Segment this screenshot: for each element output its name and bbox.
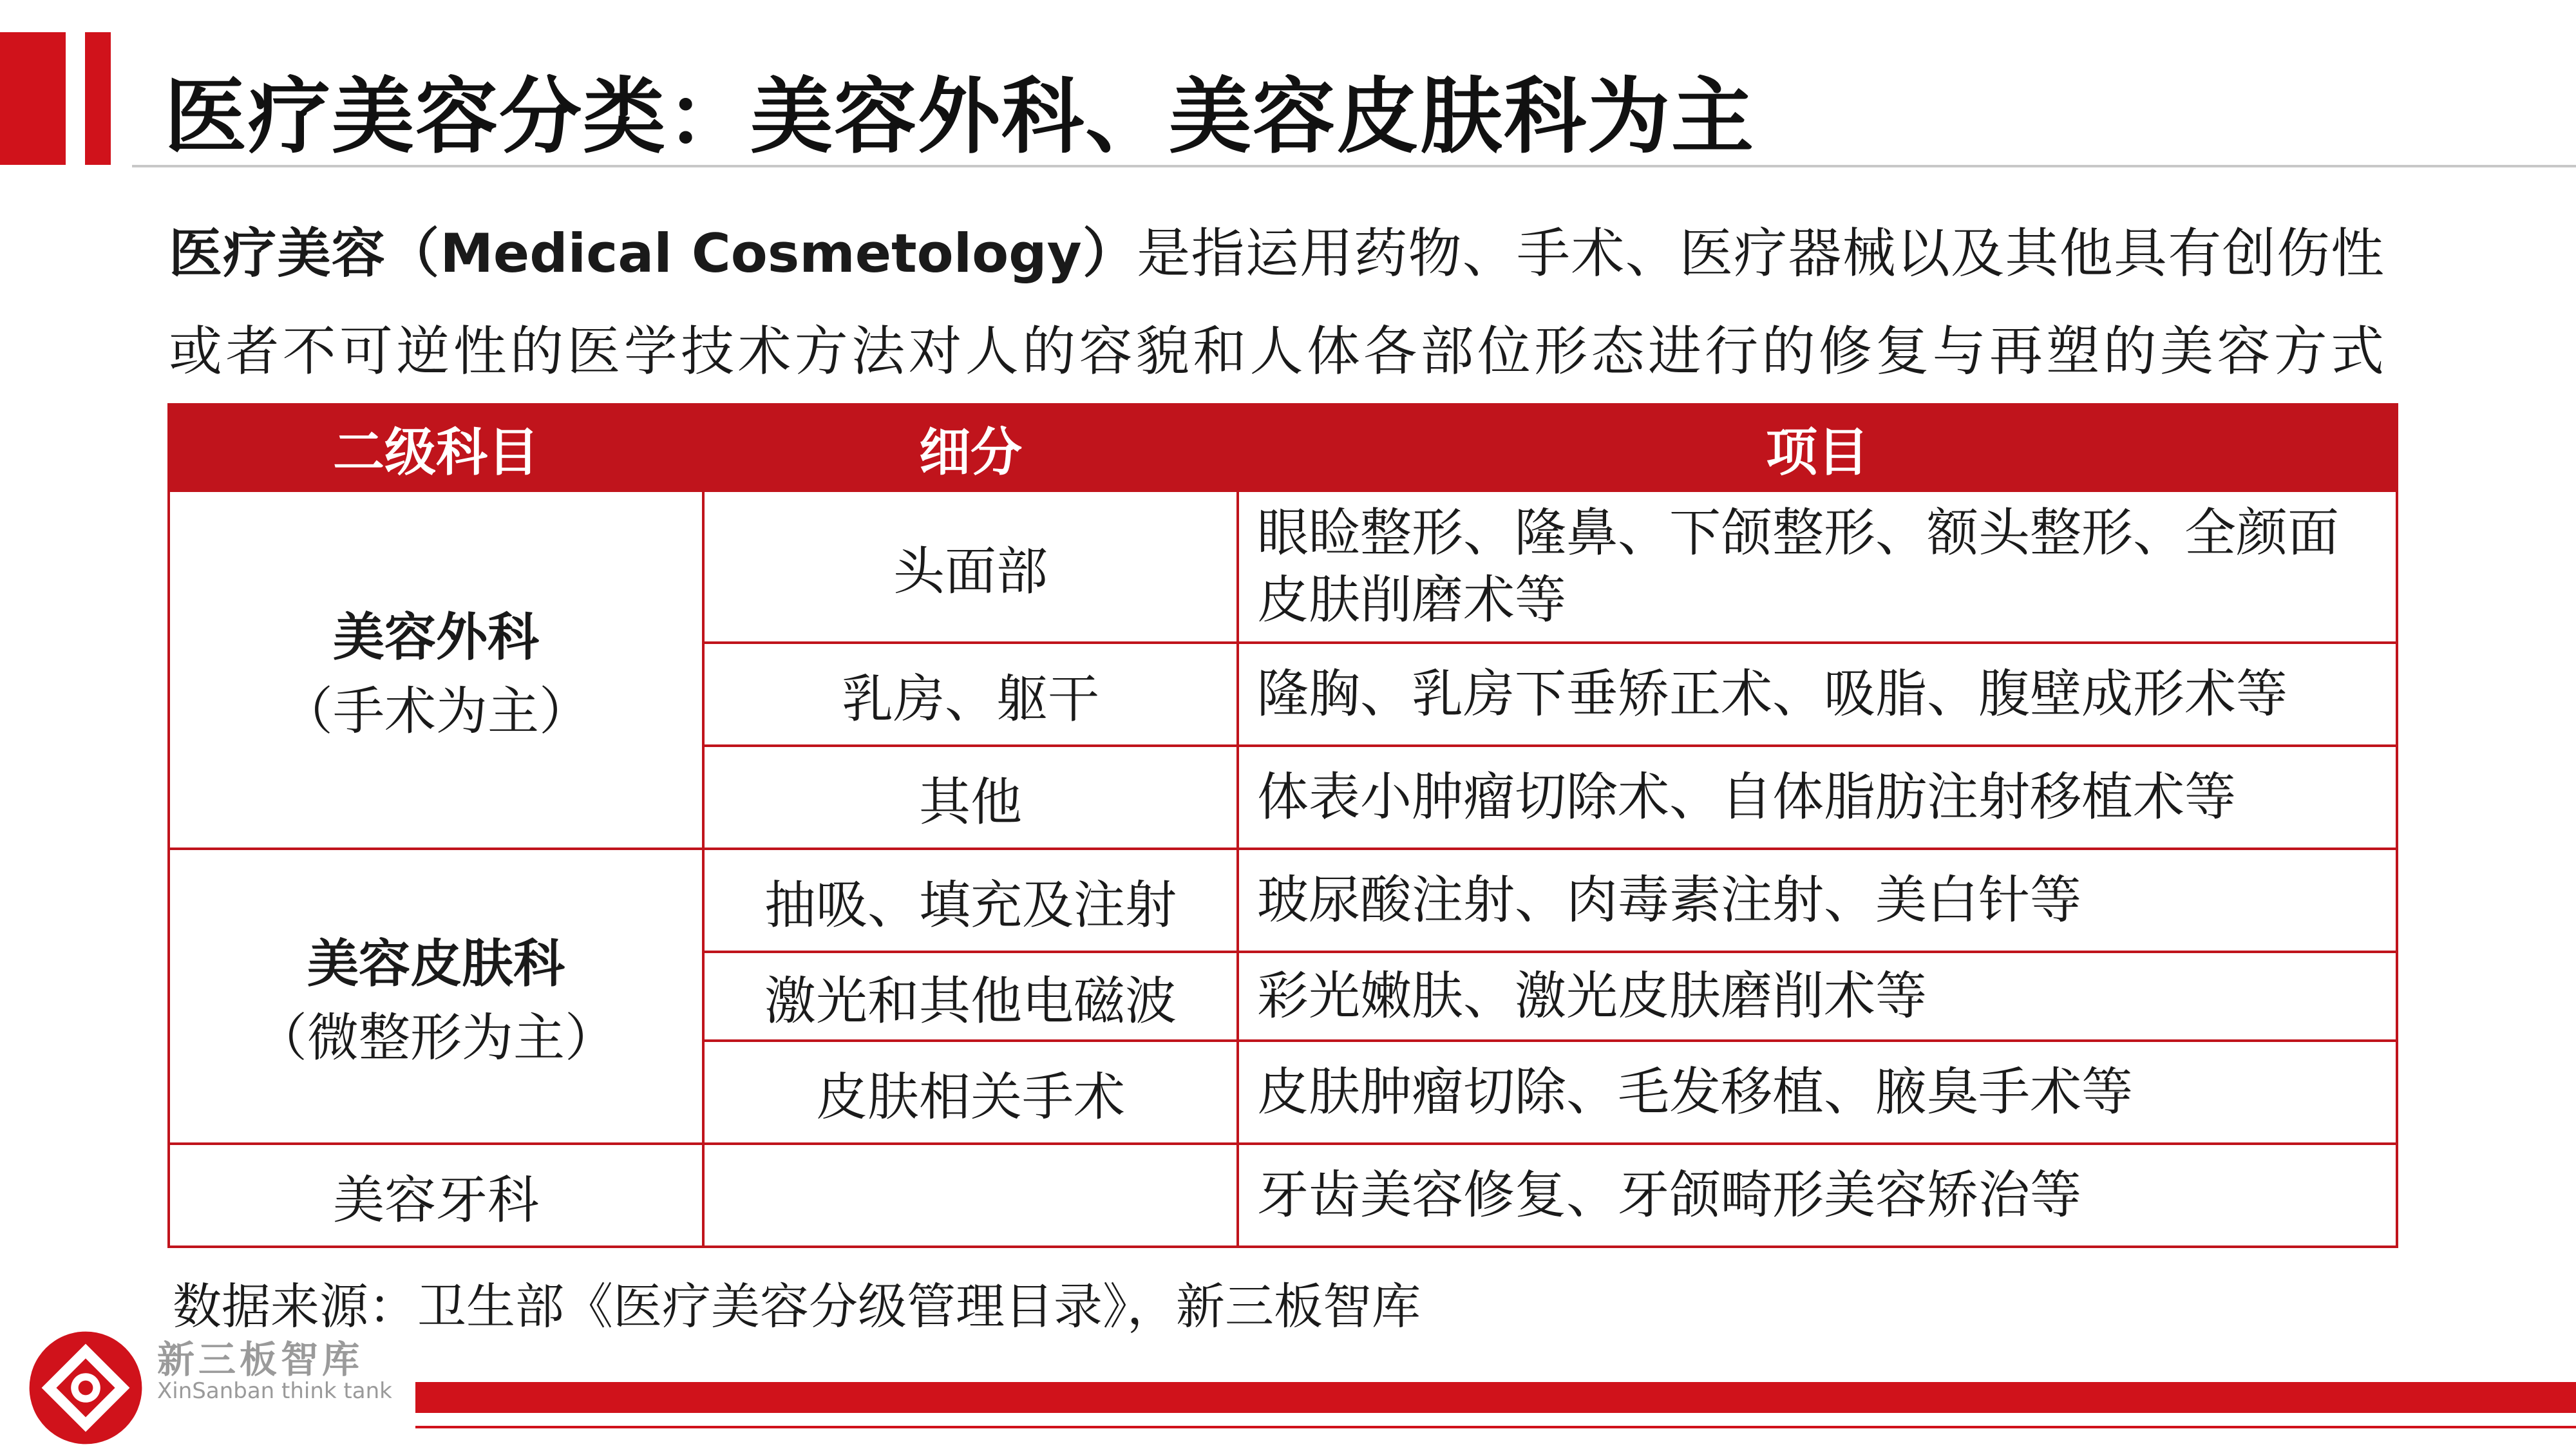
footer-accent-bar: [415, 1382, 2576, 1413]
data-source-note: 数据来源：卫生部《医疗美容分级管理目录》，新三板智库: [173, 1278, 1421, 1335]
table-header-row: [169, 404, 2397, 491]
items-cell: 牙齿美容修复、牙颌畸形美容矫治等: [1238, 1144, 2397, 1247]
items-cell: 眼睑整形、隆鼻、下颌整形、额头整形、全颜面皮肤削磨术等: [1238, 491, 2397, 643]
header-category: 二级科目: [169, 404, 703, 491]
brand-name-en: XinSanban think tank: [157, 1378, 392, 1404]
category-name: 美容牙科: [333, 1170, 539, 1230]
category-note: （微整形为主）: [256, 1008, 616, 1068]
category-cell: [169, 491, 703, 849]
subdivision-cell: [703, 1144, 1238, 1247]
title-accent-bar-thin: [85, 32, 111, 165]
subdivision-cell: 乳房、躯干: [703, 643, 1238, 746]
brand-logo-icon: [24, 1327, 147, 1449]
table-row: [169, 849, 2397, 952]
subdivision-cell: 皮肤相关手术: [703, 1041, 1238, 1144]
items-cell: 隆胸、乳房下垂矫正术、吸脂、腹壁成形术等: [1238, 643, 2397, 746]
brand-name-cn: 新三板智库: [157, 1338, 364, 1381]
page-title: 医疗美容分类：美容外科、美容皮肤科为主: [164, 69, 1756, 165]
subdivision-cell: 抽吸、填充及注射: [703, 849, 1238, 952]
intro-term: 医疗美容（Medical Cosmetology）: [169, 222, 1137, 285]
category-note: （手术为主）: [281, 681, 591, 741]
intro-paragraph: [169, 205, 2384, 401]
subdivision-cell: 头面部: [703, 491, 1238, 643]
category-cell: [169, 849, 703, 1144]
header-items: 项目: [1238, 404, 2397, 491]
items-cell: 皮肤肿瘤切除、毛发移植、腋臭手术等: [1238, 1041, 2397, 1144]
classification-table: [167, 403, 2398, 1248]
category-cell: [169, 1144, 703, 1247]
footer-accent-line: [415, 1426, 2576, 1428]
title-divider: [132, 165, 2576, 167]
category-name: 美容外科: [333, 607, 539, 667]
subdivision-cell: 其他: [703, 746, 1238, 849]
header-subdivision: 细分: [703, 404, 1238, 491]
items-cell: 玻尿酸注射、肉毒素注射、美白针等: [1238, 849, 2397, 952]
title-accent-bar: [0, 32, 66, 165]
subdivision-cell: 激光和其他电磁波: [703, 952, 1238, 1041]
table-row: [169, 491, 2397, 643]
table-row: [169, 1144, 2397, 1247]
category-name: 美容皮肤科: [307, 934, 565, 994]
intro-text: 是指运用药物、手术、医疗器械以及其他具有创伤性或者不可逆性的医学技术方法对人的容貌和人体各部位形态进行的修复与再塑的美容方式: [169, 222, 2385, 383]
items-cell: 体表小肿瘤切除术、自体脂肪注射移植术等: [1238, 746, 2397, 849]
items-cell: 彩光嫩肤、激光皮肤磨削术等: [1238, 952, 2397, 1041]
